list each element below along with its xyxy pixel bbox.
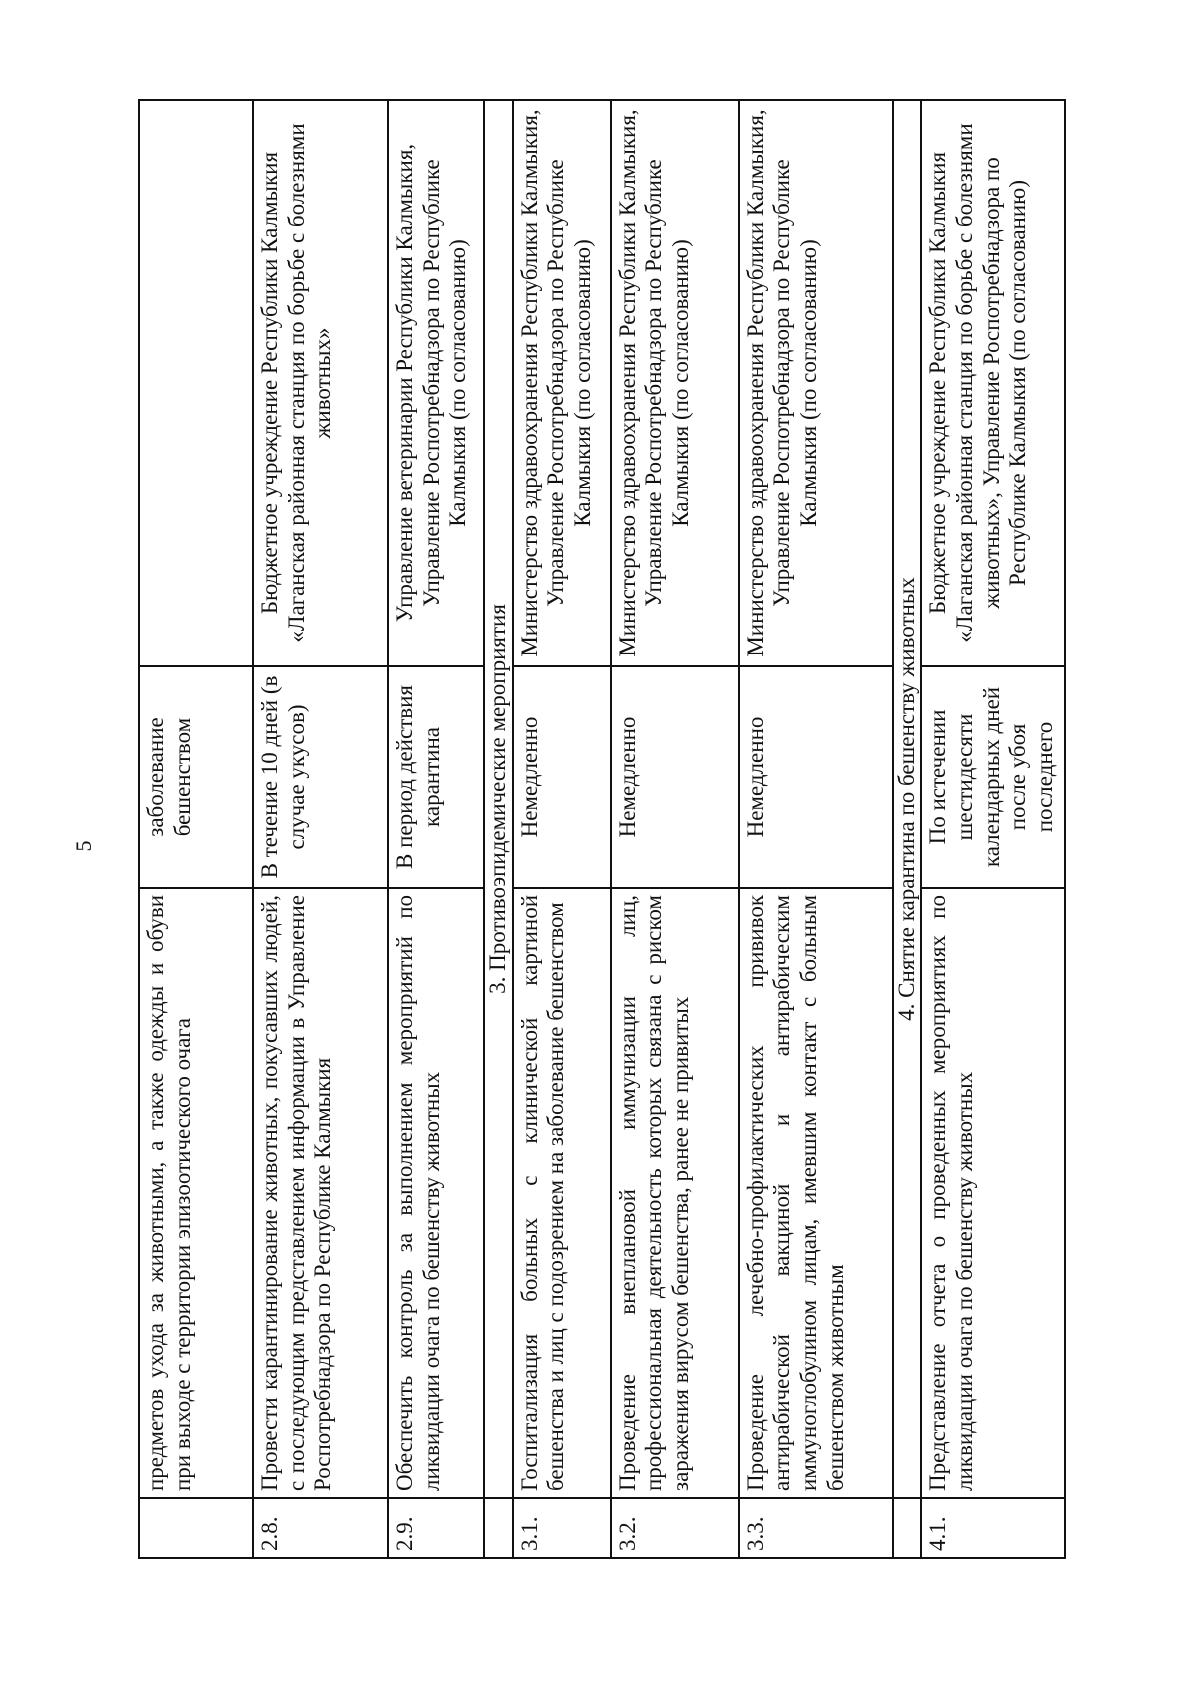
section-header-row xyxy=(893,100,922,1558)
row-term: Немедленно xyxy=(611,666,739,888)
row-action: Обеспечить контроль за выполнением мероприятий по ликвидации очага по бешенству животных xyxy=(388,888,484,1498)
section-spacer xyxy=(893,1498,922,1558)
row-number: 4.1. xyxy=(921,1498,1065,1558)
row-term: В течение 10 дней (в случае укусов) xyxy=(253,666,388,888)
section-title: 3. Противоэпидемические мероприятия xyxy=(484,100,513,1498)
row-responsible: Бюджетное учреждение Республики Калмыкия «Лаганская районная станция по борьбе с болезнями животных», Управление Роспотребнадзора по Республике Калмыкия (по согласованию) xyxy=(921,100,1065,666)
table-row xyxy=(739,100,893,1558)
row-responsible: Министерство здравоохранения Республики Калмыкия, Управление Роспотребнадзора по Республике Калмыкия (по согласованию) xyxy=(513,100,611,666)
measures-table xyxy=(138,99,1066,1559)
row-term: В период действия карантина xyxy=(388,666,484,888)
table-row xyxy=(611,100,739,1558)
row-number: 2.8. xyxy=(253,1498,388,1558)
row-responsible: Бюджетное учреждение Республики Калмыкия «Лаганская районная станция по борьбе с болезнями животных» xyxy=(253,100,388,666)
row-number: 3.1. xyxy=(513,1498,611,1558)
rotated-page-content xyxy=(138,101,1066,1559)
row-responsible xyxy=(139,100,253,666)
row-term: Немедленно xyxy=(513,666,611,888)
row-term: Немедленно xyxy=(739,666,893,888)
table-row xyxy=(921,100,1065,1558)
section-spacer xyxy=(484,1498,513,1558)
section-header-row xyxy=(484,100,513,1558)
row-action: Госпитализация больных с клинической картиной бешенства и лиц с подозрением на заболевание бешенством xyxy=(513,888,611,1498)
row-action: Представление отчета о проведенных мероприятиях по ликвидации очага по бешенству животных xyxy=(921,888,1065,1498)
row-responsible: Управление ветеринарии Республики Калмыкия, Управление Роспотребнадзора по Республике Калмыкия (по согласованию) xyxy=(388,100,484,666)
row-action: Проведение лечебно-профилактических прививок антирабической вакциной и антирабическим иммуноглобулином лицам, имевшим контакт с больным бешенством животным xyxy=(739,888,893,1498)
table-row xyxy=(139,100,253,1558)
row-action: предметов ухода за животными, а также одежды и обуви при выходе с территории эпизоотического очага xyxy=(139,888,253,1498)
row-number: 3.2. xyxy=(611,1498,739,1558)
row-number: 3.3. xyxy=(739,1498,893,1558)
row-term: заболевание бешенством xyxy=(139,666,253,888)
row-action: Проведение внеплановой иммунизации лиц, профессиональная деятельность которых связана с риском заражения вирусом бешенства, ранее не привитых xyxy=(611,888,739,1498)
row-number: 2.9. xyxy=(388,1498,484,1558)
row-number xyxy=(139,1498,253,1558)
row-responsible: Министерство здравоохранения Республики Калмыкия, Управление Роспотребнадзора по Республике Калмыкия (по согласованию) xyxy=(611,100,739,666)
row-action: Провести карантинирование животных, покусавших людей, с последующим представлением информации в Управление Роспотребнадзора по Республике Калмыкия xyxy=(253,888,388,1498)
row-term: По истечении шестидесяти календарных дней после убоя последнего xyxy=(921,666,1065,888)
section-title: 4. Снятие карантина по бешенству животных xyxy=(893,100,922,1498)
page-number: 5 xyxy=(71,840,96,852)
table-row xyxy=(513,100,611,1558)
table-row xyxy=(253,100,388,1558)
table-row xyxy=(388,100,484,1558)
row-responsible: Министерство здравоохранения Республики Калмыкия, Управление Роспотребнадзора по Республике Калмыкия (по согласованию) xyxy=(739,100,893,666)
